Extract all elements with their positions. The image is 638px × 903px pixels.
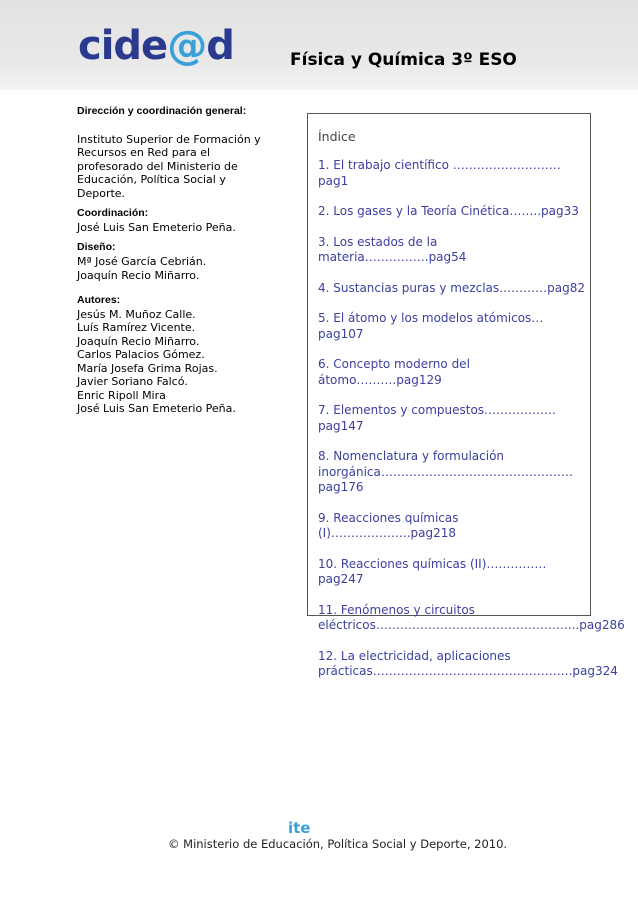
index-item[interactable]: 8. Nomenclatura y formulación inorgánica…………………………………………pag176 (318, 449, 573, 494)
index-item[interactable]: 7. Elementos y compuestos………………pag147 (318, 403, 557, 433)
credit-value: Instituto Superior de Formación y Recursos en Red para el profesorado del Ministerio de Educación, Política Social y Deporte. (77, 132, 261, 200)
cideed-logo: cide@d (78, 23, 234, 69)
credit-design (77, 241, 267, 282)
index-box (307, 113, 625, 678)
index-item[interactable]: 2. Los gases y la Teoría Cinética……..pag33 (318, 204, 579, 218)
index-item[interactable]: 6. Concepto moderno del átomo……….pag129 (318, 357, 470, 387)
credit-label: Coordinación: (77, 207, 149, 220)
credits-section (77, 105, 267, 423)
credit-label: Diseño: (77, 241, 116, 254)
index-item[interactable]: 10. Reacciones químicas (II)……………pag247 (318, 556, 547, 586)
index-item[interactable]: 11. Fenómenos y circuitos eléctricos…………………………………………...pag286 (318, 602, 625, 632)
index-title: Índice (318, 129, 356, 144)
credit-label: Dirección y coordinación general: (77, 105, 247, 117)
index-item[interactable]: 4. Sustancias puras y mezclas…………pag82 (318, 280, 586, 295)
credit-value: Mª José García Cebrián. Joaquín Recio Miñarro. (77, 255, 207, 282)
credit-direction (77, 105, 267, 200)
credit-coordination (77, 207, 267, 234)
page-header (0, 0, 638, 90)
credit-authors (77, 294, 267, 416)
document-title: Física y Química 3º ESO (290, 50, 517, 70)
credit-value: José Luis San Emeterio Peña. (77, 220, 236, 234)
ite-logo: ite (288, 819, 311, 837)
index-item[interactable]: 3. Los estados de la materia…………….pag54 (318, 234, 467, 264)
credit-value: Jesús M. Muñoz Calle. Luís Ramírez Vicente. Joaquín Recio Miñarro. Carlos Palacios Gómez. María Josefa Grima Rojas. Javier Soriano Falcó. Enric Ripoll Mira José Luis San Emeterio Peña. (77, 307, 236, 416)
index-item[interactable]: 9. Reacciones químicas (I)………………..pag218 (318, 510, 459, 540)
index-item[interactable]: 12. La electricidad, aplicaciones prácticas…………………………………………..pag324 (318, 648, 618, 678)
index-item[interactable]: 5. El átomo y los modelos atómicos…pag107 (318, 311, 544, 341)
copyright-notice: © Ministerio de Educación, Política Social y Deporte, 2010. (168, 837, 508, 851)
index-list (318, 158, 625, 695)
index-item[interactable]: 1. El trabajo científico ………………………pag1 (318, 158, 561, 188)
credit-label: Autores: (77, 294, 121, 307)
